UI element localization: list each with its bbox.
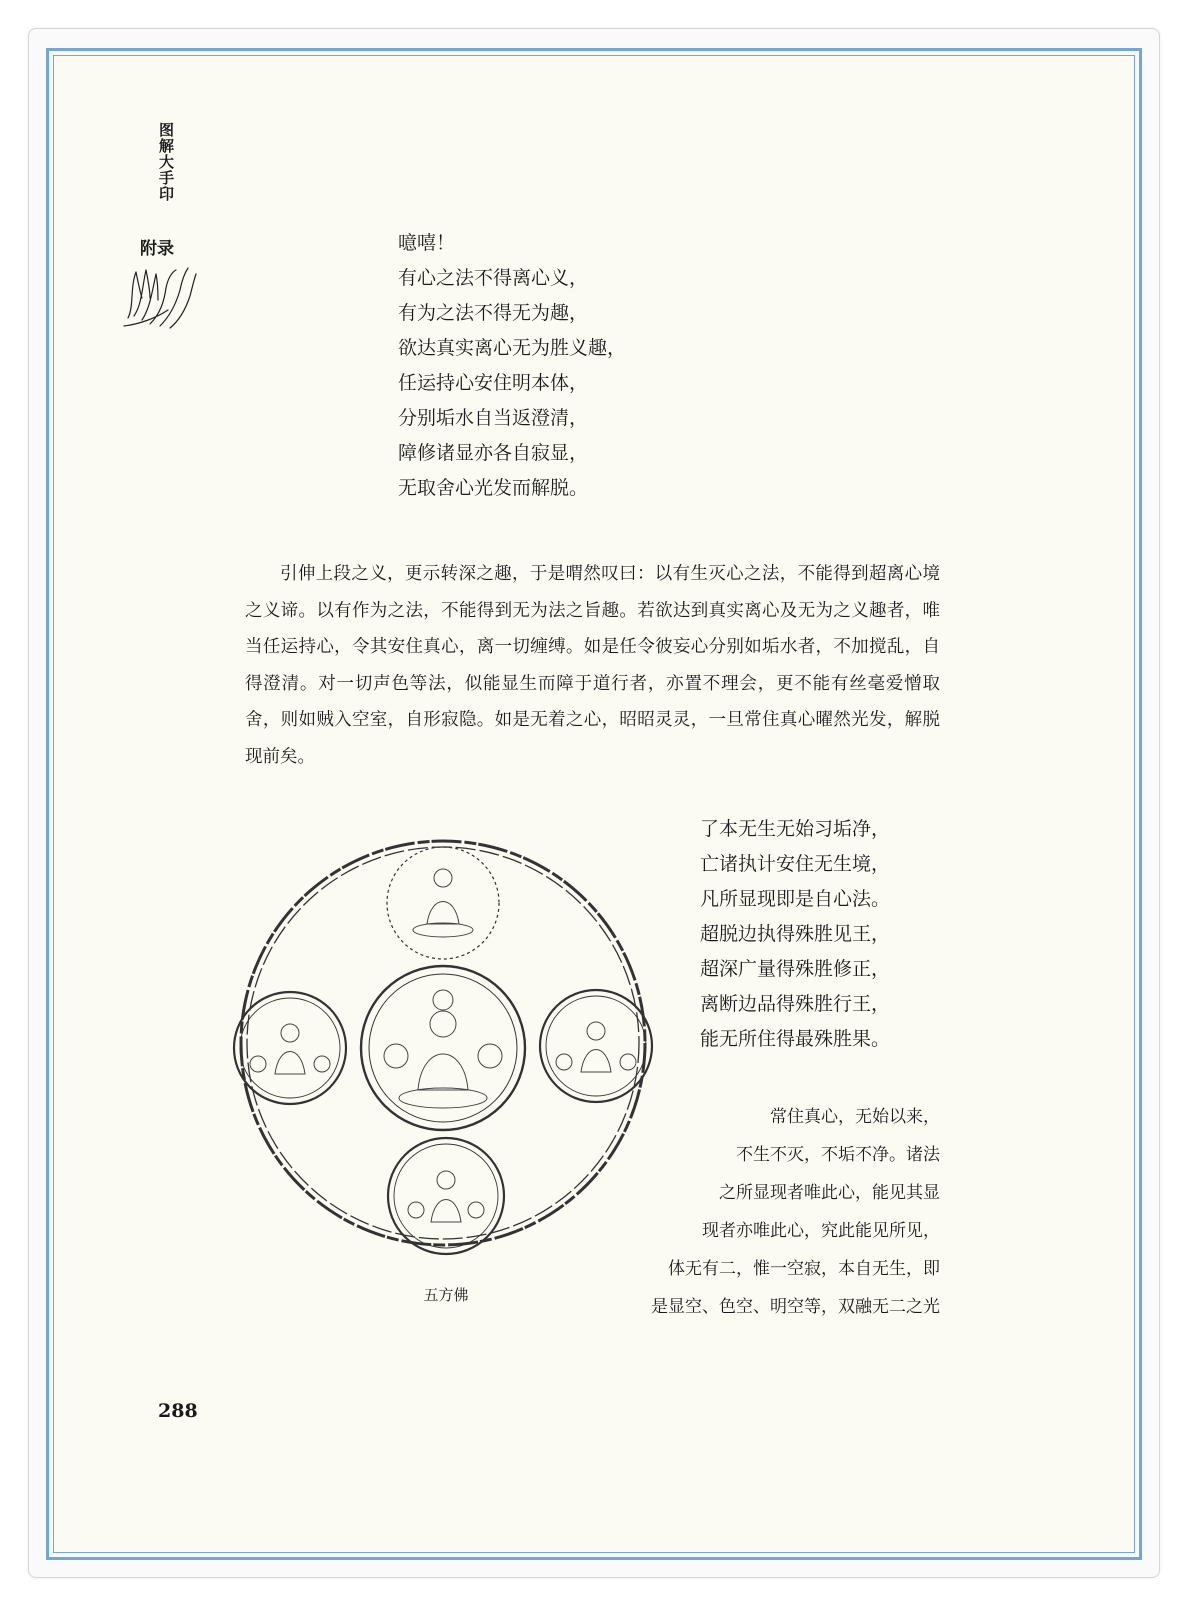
commentary-paragraph: 引伸上段之义，更示转深之趣，于是喟然叹曰：以有生灭心之法，不能得到超离心境之义谛。以有作为之法，不能得到无为法之旨趣。若欲达到真实离心及无为之义趣者，唯当任运持心，令其安住真心，离一切缠缚。如是任令彼妄心分别如垢水者，不加搅乱，自得澄清。对一切声色等法，似能显生而障于道行者，亦置不理会，更不能有丝毫爱憎取舍，则如贼入空室，自形寂隐。如是无着之心，昭昭灵灵，一旦常住真心曜然光发，解脱现前矣。 — [245, 564, 940, 767]
commentary-line: 体无有二，惟一空寂，本自无生，即 — [668, 1259, 940, 1279]
commentary-line: 不生不灭，不垢不净。诸法 — [736, 1145, 940, 1165]
commentary-line: 之所显现者唯此心，能见其显 — [719, 1183, 940, 1203]
figure-caption: 五方佛 — [423, 1286, 469, 1304]
commentary-line: 常住真心，无始以来， — [770, 1107, 940, 1127]
poem-line: 超脱边执得殊胜见王， — [700, 923, 891, 945]
mudra-hands-icon — [120, 258, 200, 330]
poem-line: 有为之法不得无为趣， — [398, 302, 589, 324]
book-title: 图解大手印 — [157, 122, 175, 202]
poem-line: 能无所住得最殊胜果。 — [700, 1028, 891, 1050]
poem-line: 欲达真实离心无为胜义趣， — [398, 337, 627, 359]
page-number: 288 — [158, 1400, 198, 1422]
poem-line: 凡所显现即是自心法。 — [700, 888, 891, 910]
poem-line: 无取舍心光发而解脱。 — [398, 477, 589, 499]
poem-1 — [398, 226, 626, 506]
poem-line: 障修诸显亦各自寂显， — [398, 442, 589, 464]
poem-line: 离断边品得殊胜行王， — [700, 993, 891, 1015]
poem-line: 噫嘻！ — [398, 232, 456, 254]
poem-line: 亡诸执计安住无生境， — [700, 853, 891, 875]
poem-line: 了本无生无始习垢净， — [700, 818, 891, 840]
poem-line: 有心之法不得离心义， — [398, 267, 589, 289]
section-label: 附录 — [140, 239, 174, 259]
poem-2 — [700, 812, 890, 1057]
commentary-line: 是显空、色空、明空等，双融无二之光 — [651, 1297, 940, 1317]
commentary-2 — [600, 1098, 940, 1326]
poem-line: 超深广量得殊胜修正， — [700, 958, 891, 980]
commentary-line: 现者亦唯此心，究此能见所见， — [702, 1221, 940, 1241]
five-buddhas-mandala — [228, 828, 658, 1258]
poem-line: 任运持心安住明本体， — [398, 372, 589, 394]
poem-line: 分别垢水自当返澄清， — [398, 407, 589, 429]
